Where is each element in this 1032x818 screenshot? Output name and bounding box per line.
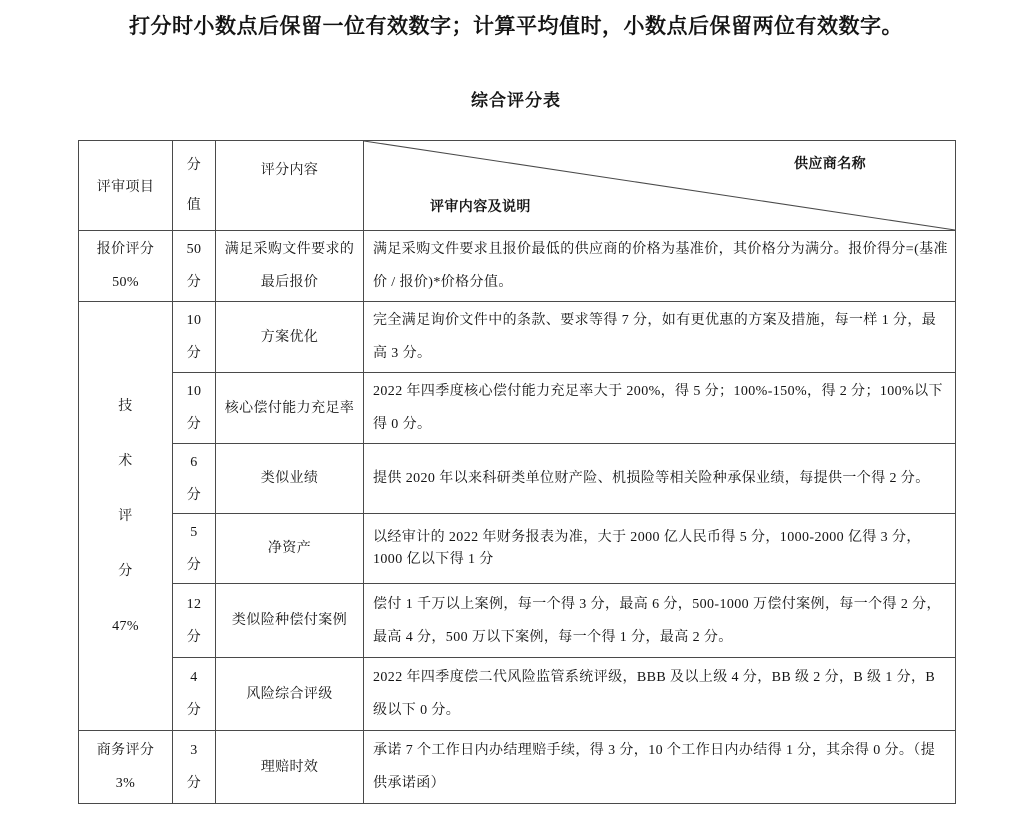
content-cell: 方案优化 bbox=[216, 302, 364, 373]
score-cell: 4 分 bbox=[173, 658, 216, 731]
table-row bbox=[79, 373, 956, 444]
table-row bbox=[79, 731, 956, 804]
content-cell: 净资产 bbox=[216, 514, 364, 584]
category-price-score: 报价评分 50% bbox=[79, 231, 173, 302]
table-row bbox=[79, 231, 956, 302]
score-cell: 10 分 bbox=[173, 373, 216, 444]
score-cell: 12 分 bbox=[173, 584, 216, 658]
content-cell: 风险综合评级 bbox=[216, 658, 364, 731]
header-diagonal-cell bbox=[364, 141, 956, 231]
scoring-rule-note: 打分时小数点后保留一位有效数字；计算平均值时，小数点后保留两位有效数字。 bbox=[129, 14, 903, 38]
description-cell: 以经审计的 2022 年财务报表为准，大于 2000 亿人民币得 5 分，1000-2000 亿得 3 分，1000 亿以下得 1 分 bbox=[364, 514, 956, 584]
score-cell: 10 分 bbox=[173, 302, 216, 373]
header-score-content: 评分内容 bbox=[216, 141, 364, 231]
table-row bbox=[79, 658, 956, 731]
content-cell: 类似业绩 bbox=[216, 444, 364, 514]
table-row bbox=[79, 302, 956, 373]
table-row bbox=[79, 514, 956, 584]
score-cell: 5 分 bbox=[173, 514, 216, 584]
header-score-line1: 分 bbox=[186, 157, 202, 173]
description-cell: 2022 年四季度核心偿付能力充足率大于 200%，得 5 分；100%-150%，得 2 分；100%以下得 0 分。 bbox=[364, 373, 956, 444]
description-cell: 完全满足询价文件中的条款、要求等得 7 分，如有更优惠的方案及措施，每一样 1 分，最高 3 分。 bbox=[364, 302, 956, 373]
description-cell: 偿付 1 千万以上案例，每一个得 3 分，最高 6 分，500-1000 万偿付案例，每一个得 2 分，最高 4 分，500 万以下案例，每一个得 1 分，最高 2 分。 bbox=[364, 584, 956, 658]
header-supplier-name: 供应商名称 bbox=[794, 157, 866, 172]
comprehensive-scoring-table bbox=[78, 140, 956, 804]
description-cell: 承诺 7 个工作日内办结理赔手续，得 3 分，10 个工作日内办结得 1 分，其余得 0 分。（提供承诺函） bbox=[364, 731, 956, 804]
content-cell: 满足采购文件要求的 最后报价 bbox=[216, 231, 364, 302]
header-review-content-desc: 评审内容及说明 bbox=[430, 200, 531, 215]
table-header-row bbox=[79, 141, 956, 231]
category-commercial-score: 商务评分 3% bbox=[79, 731, 173, 804]
content-cell: 类似险种偿付案例 bbox=[216, 584, 364, 658]
content-cell: 核心偿付能力充足率 bbox=[216, 373, 364, 444]
header-score-line2: 值 bbox=[186, 197, 202, 213]
score-cell: 50 分 bbox=[173, 231, 216, 302]
table-row bbox=[79, 584, 956, 658]
score-cell: 3 分 bbox=[173, 731, 216, 804]
header-score-value bbox=[173, 141, 216, 231]
category-technical-score: 技 术 评 分 47% bbox=[79, 302, 173, 731]
diagonal-divider-line bbox=[364, 141, 955, 230]
description-cell: 提供 2020 年以来科研类单位财产险、机损险等相关险种承保业绩，每提供一个得 2 分。 bbox=[364, 444, 956, 514]
description-cell: 满足采购文件要求且报价最低的供应商的价格为基准价，其价格分为满分。报价得分=(基准价 / 报价)*价格分值。 bbox=[364, 231, 956, 302]
description-cell: 2022 年四季度偿二代风险监管系统评级，BBB 及以上级 4 分，BB 级 2 分，B 级 1 分，B 级以下 0 分。 bbox=[364, 658, 956, 731]
table-title: 综合评分表 bbox=[471, 91, 561, 110]
score-cell: 6 分 bbox=[173, 444, 216, 514]
content-cell: 理赔时效 bbox=[216, 731, 364, 804]
table-row bbox=[79, 444, 956, 514]
header-review-item: 评审项目 bbox=[79, 141, 173, 231]
